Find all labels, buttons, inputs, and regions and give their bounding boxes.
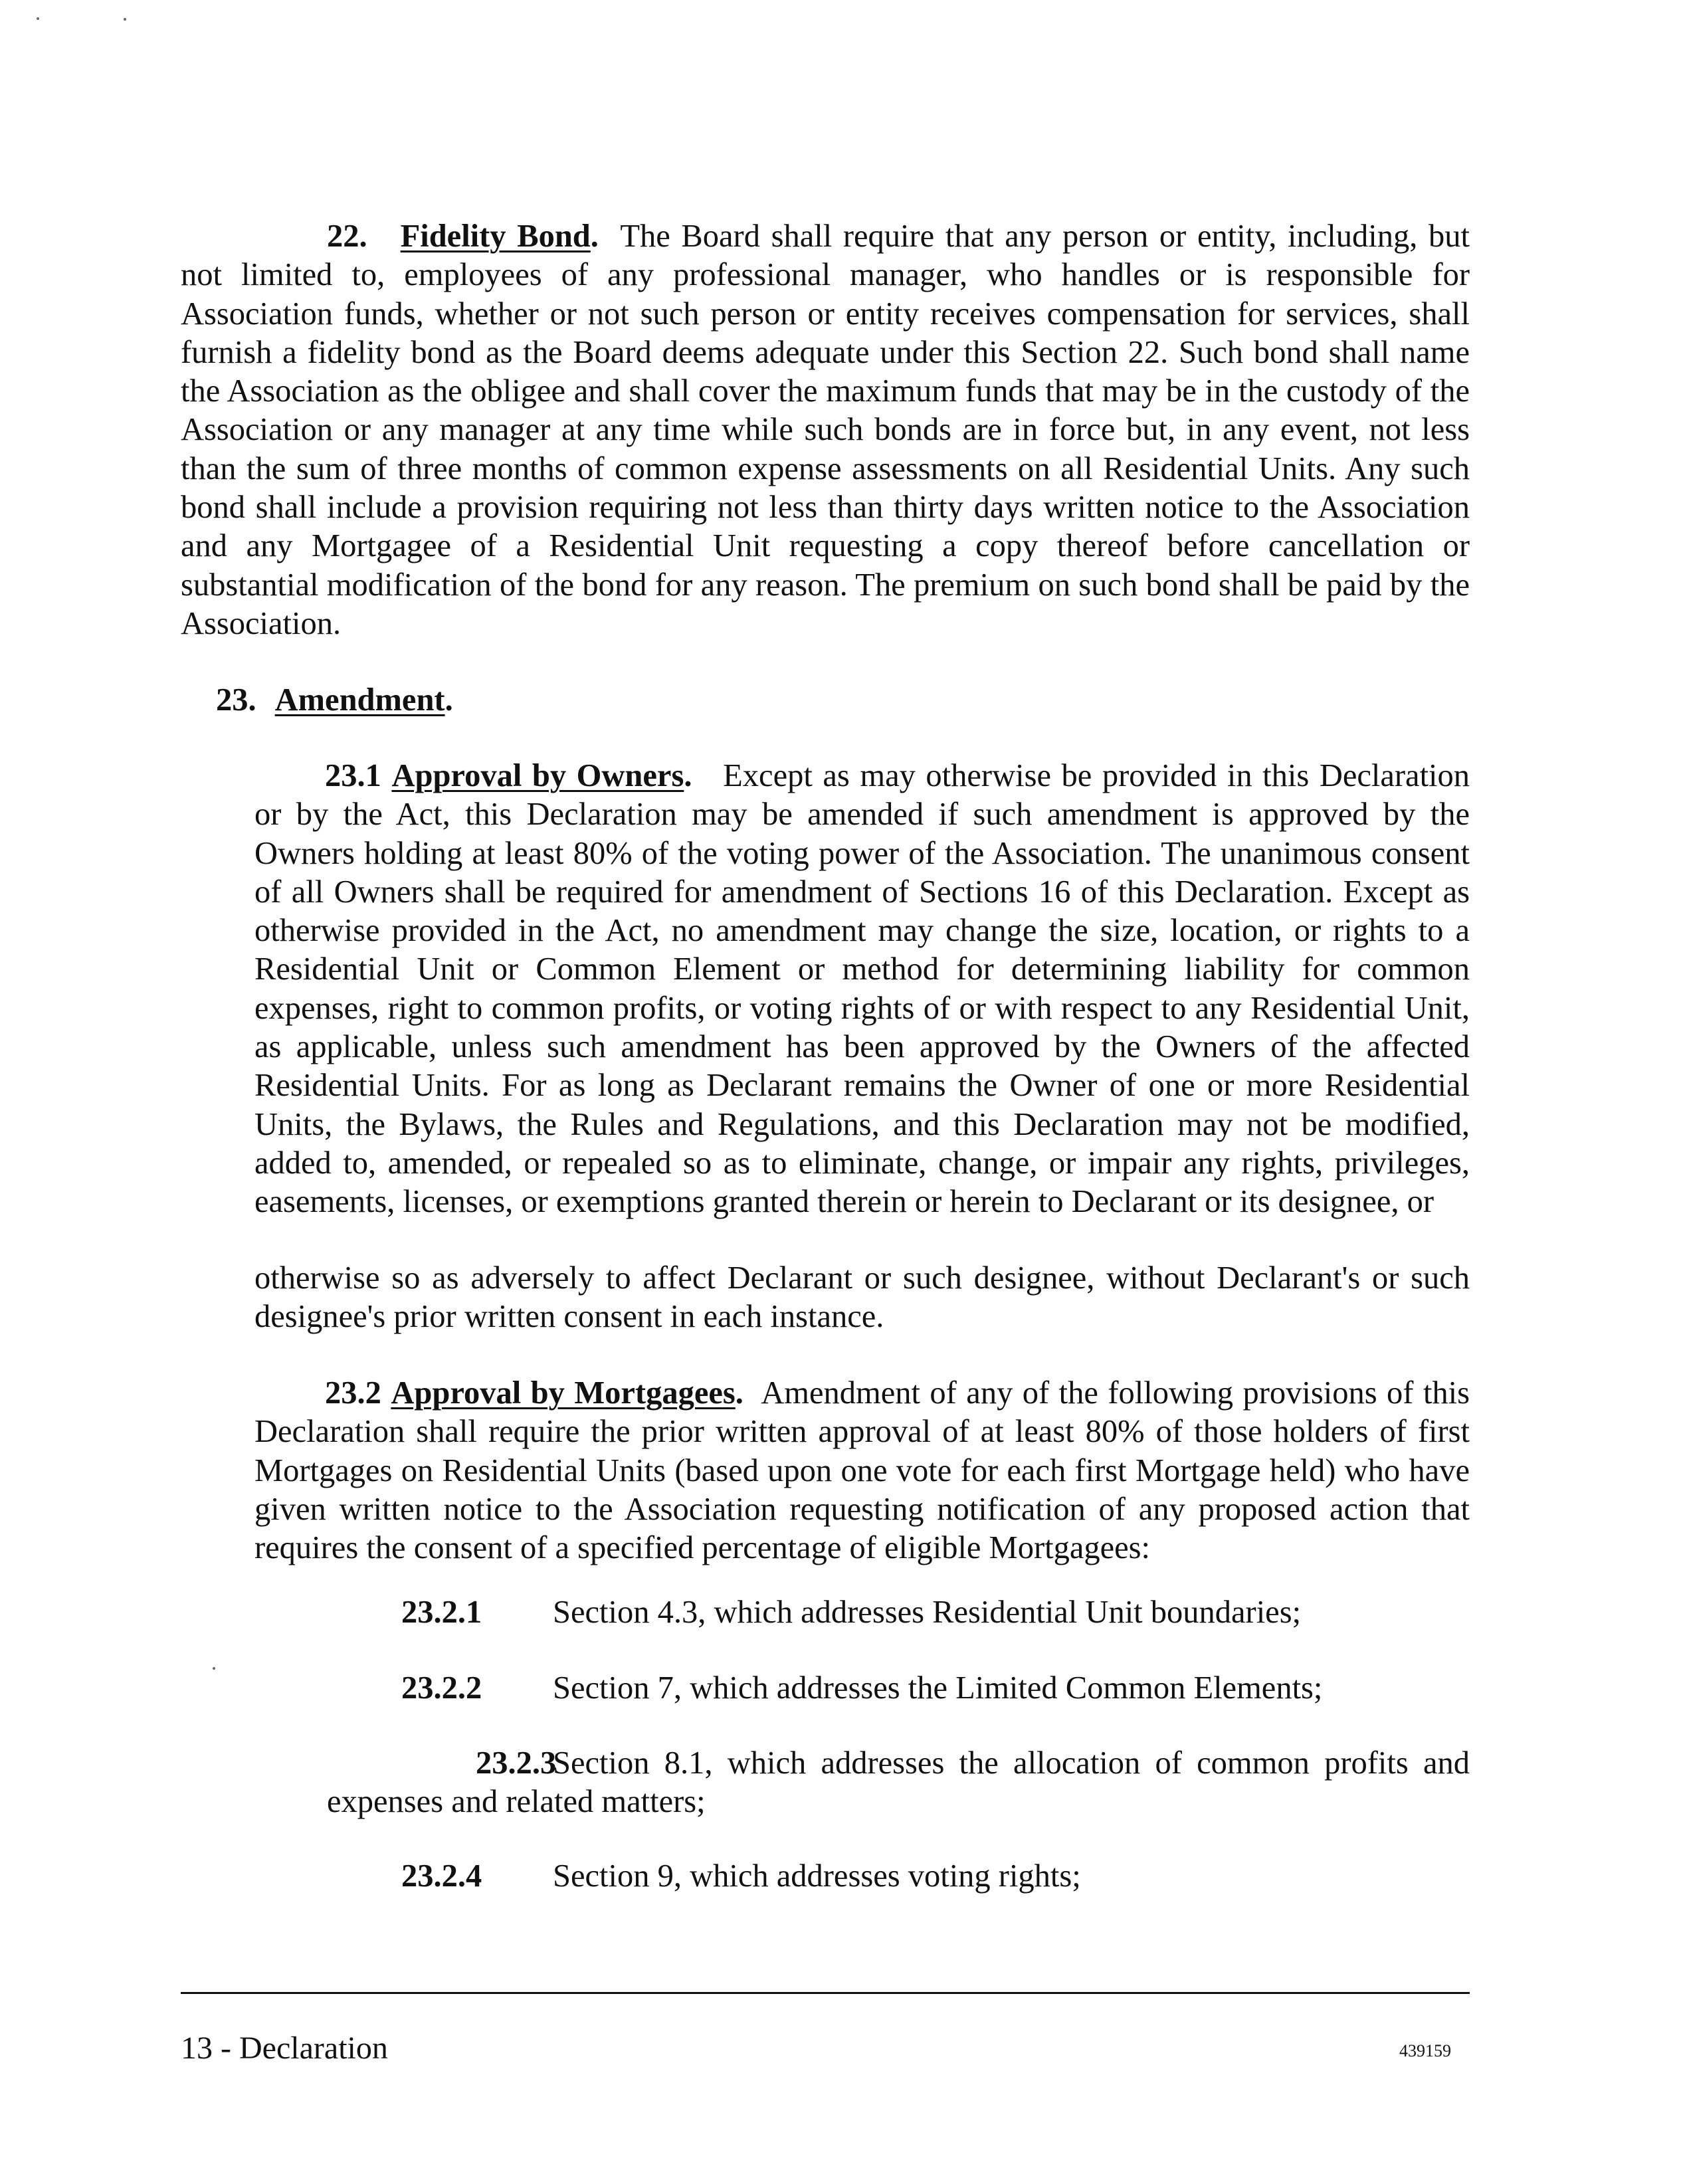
list-item-number: 23.2.4 [401, 1858, 482, 1894]
list-item-number: 23.2.1 [401, 1595, 482, 1630]
section-23-1-body: Except as may otherwise be provided in this Declaration or by the Act, this Declaration may be amended if such amendment is approved by the Owners holding at least 80% of the voting power of the Association. The unanimous consent of all Owners shall be required for amendment of Sections 16 of this Declaration. Except as otherwise provided in the Act, no amendment may change the size, location, or rights to a Residential Unit or Common Element or method for determining liability for common expenses, right to common profits, or voting rights of or with respect to any Residential Unit, as applicable, unless such amendment has been approved by the Owners of the affected Residential Units. For as long as Declarant remains the Owner of one or more Residential Units, the Bylaws, the Rules and Regulations, and this Declaration may not be modified, added to, amended, or repealed so as to eliminate, change, or impair any rights, privileges, easements, licenses, or exemptions granted therein or herein to Declarant or its designee, or [254, 758, 1470, 1220]
scan-speck [124, 18, 126, 21]
scan-speck [37, 17, 39, 20]
section-23-2-paragraph: 23.2 Approval by Mortgagees. Amendment of any of the following provisions of this Declaration shall require the prior written approval of at least 80% of those holders of first Mortgages on Residential Units (based upon one vote for each first Mortgage held) who have given written notice to the Association requesting notification of any proposed action that requires the consent of a specified percentage of eligible Mortgagees: [254, 1375, 1470, 1566]
section-23-2-number: 23.2 [325, 1375, 381, 1411]
section-23-number: 23. [216, 682, 256, 718]
footer-divider [181, 1992, 1470, 1994]
section-22-body: The Board shall require that any person or entity, including, but not limited to, employees of any professional manager, who handles or is responsible for Association funds, whether or not such person or entity receives compensation for services, shall furnish a fidelity bond as the Board deems adequate under this Section 22. Such bond shall name the Association as the obligee and shall cover the maximum funds that may be in the custody of the Association or any manager at any time while such bonds are in force but, in any event, not less than the sum of three months of common expense assessments on all Residential Units. Any such bond shall include a provision requiring not less than thirty days written notice to the Association and any Mortgagee of a Residential Unit requesting a copy thereof before cancellation or substantial modification of the bond for any reason. The premium on such bond shall be paid by the Association. [181, 219, 1470, 641]
list-item [401, 1857, 1081, 1896]
list-item-text: Section 9, which addresses voting rights; [553, 1858, 1081, 1894]
section-23-heading: 23. Amendment. [216, 682, 453, 718]
list-item-number: 23.2.3 [476, 1745, 557, 1781]
list-item [401, 1593, 1301, 1632]
section-23-1-number: 23.1 [325, 758, 381, 793]
list-item [401, 1669, 1322, 1708]
section-23-1-title: Approval by Owners [391, 758, 684, 793]
section-23-1-continuation: otherwise so as adversely to affect Declarant or such designee, without Declarant's or such designee's prior written consent in each instance. [254, 1260, 1470, 1335]
scan-speck [213, 1667, 215, 1670]
list-item-text: Section 4.3, which addresses Residential Unit boundaries; [553, 1595, 1302, 1630]
section-23-2-body: Amendment of any of the following provisions of this Declaration shall require the prior written approval of at least 80% of those holders of first Mortgages on Residential Units (based upon one vote for each first Mortgage held) who have given written notice to the Association requesting notification of any proposed action that requires the consent of a specified percentage of eligible Mortgagees: [254, 1375, 1470, 1566]
list-item-number: 23.2.2 [401, 1670, 482, 1706]
list-item [327, 1744, 1470, 1822]
list-item-text: Section 7, which addresses the Limited Common Elements; [553, 1670, 1323, 1706]
section-23-1-paragraph: 23.1 Approval by Owners. Except as may otherwise be provided in this Declaration or by the Act, this Declaration may be amended if such amendment is approved by the Owners holding at least 80% of the voting power of the Association. The unanimous consent of all Owners shall be required for amendment of Sections 16 of this Declaration. Except as otherwise provided in the Act, no amendment may change the size, location, or rights to a Residential Unit or Common Element or method for determining liability for common expenses, right to common profits, or voting rights of or with respect to any Residential Unit, as applicable, unless such amendment has been approved by the Owners of the affected Residential Units. For as long as Declarant remains the Owner of one or more Residential Units, the Bylaws, the Rules and Regulations, and this Declaration may not be modified, added to, amended, or repealed so as to eliminate, change, or impair any rights, privileges, easements, licenses, or exemptions granted therein or herein to Declarant or its designee, or [254, 758, 1470, 1220]
footer-doc-number: 439159 [1399, 2041, 1451, 2060]
footer-page-label: 13 - Declaration [181, 2031, 388, 2066]
section-22-paragraph: 22. Fidelity Bond. The Board shall require that any person or entity, including, but not limited to, employees of any professional manager, who handles or is responsible for Association funds, whether or not such person or entity receives compensation for services, shall furnish a fidelity bond as the Board deems adequate under this Section 22. Such bond shall name the Association as the obligee and shall cover the maximum funds that may be in the custody of the Association or any manager at any time while such bonds are in force but, in any event, not less than the sum of three months of common expense assessments on all Residential Units. Any such bond shall include a provision requiring not less than thirty days written notice to the Association and any Mortgagee of a Residential Unit requesting a copy thereof before cancellation or substantial modification of the bond for any reason. The premium on such bond shall be paid by the Association. [181, 219, 1470, 641]
section-23-2-title: Approval by Mortgagees [391, 1375, 736, 1411]
list-item-text: Section 8.1, which addresses the allocation of common profits and expenses and related matters; [327, 1745, 1470, 1820]
section-23-title: Amendment [274, 682, 445, 718]
section-22-title: Fidelity Bond [400, 219, 591, 254]
section-22-number: 22. [327, 219, 367, 254]
